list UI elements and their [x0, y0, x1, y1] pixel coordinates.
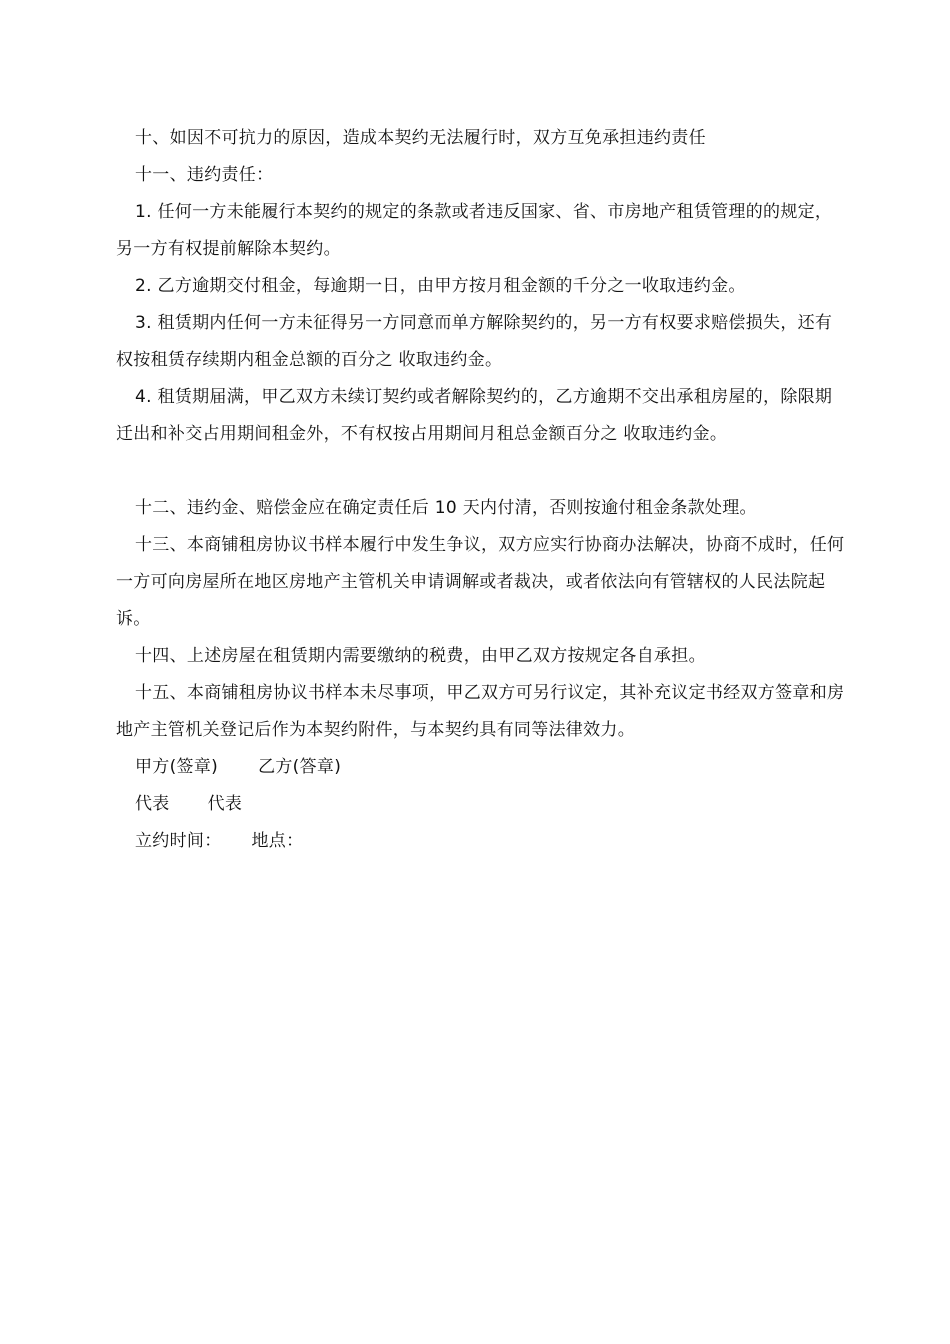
representative-row — [116, 786, 846, 823]
clause-11-item-1: 1. 任何一方未能履行本契约的规定的条款或者违反国家、省、市房地产租赁管理的的规定，另一方有权提前解除本契约。 — [116, 202, 833, 259]
clause-12: 十二、违约金、赔偿金应在确定责任后 10 天内付清，否则按逾付租金条款处理。 — [135, 498, 757, 518]
clause-11-item-4: 4. 租赁期届满，甲乙双方未续订契约或者解除契约的，乙方逾期不交出承租房屋的，除限期迁出和补交占用期间租金外，不有权按占用期间月租总金额百分之 收取违约金。 — [116, 387, 833, 444]
clause-11-item-2: 2. 乙方逾期交付租金，每逾期一日，由甲方按月租金额的千分之一收取违约金。 — [135, 276, 746, 296]
clause-11-heading: 十一、违约责任： — [135, 165, 274, 185]
party-b-representative-label: 代表 — [207, 794, 243, 814]
party-a-signature-label: 甲方(签章) — [135, 757, 219, 777]
contract-place-label: 地点： — [251, 831, 304, 851]
date-place-row — [116, 823, 846, 860]
paragraph-gap — [116, 453, 846, 490]
clause-10: 十、如因不可抗力的原因，造成本契约无法履行时，双方互免承担违约责任 — [135, 128, 706, 148]
contract-date-label: 立约时间： — [135, 831, 222, 851]
clause-13: 十三、本商铺租房协议书样本履行中发生争议，双方应实行协商办法解决，协商不成时，任何一方可向房屋所在地区房地产主管机关申请调解或者裁决，或者依法向有管辖权的人民法院起诉。 — [116, 535, 845, 629]
signature-row — [116, 749, 846, 786]
party-b-signature-label: 乙方(答章) — [258, 757, 342, 777]
clause-15: 十五、本商铺租房协议书样本未尽事项，甲乙双方可另行议定，其补充议定书经双方签章和房地产主管机关登记后作为本契约附件，与本契约具有同等法律效力。 — [116, 683, 845, 740]
clause-14: 十四、上述房屋在租赁期内需要缴纳的税费，由甲乙双方按规定各自承担。 — [135, 646, 706, 666]
document-body — [116, 120, 846, 860]
party-a-representative-label: 代表 — [135, 794, 170, 814]
clause-11-item-3: 3. 租赁期内任何一方未征得另一方同意而单方解除契约的，另一方有权要求赔偿损失，还有权按租赁存续期内租金总额的百分之 收取违约金。 — [116, 313, 833, 370]
